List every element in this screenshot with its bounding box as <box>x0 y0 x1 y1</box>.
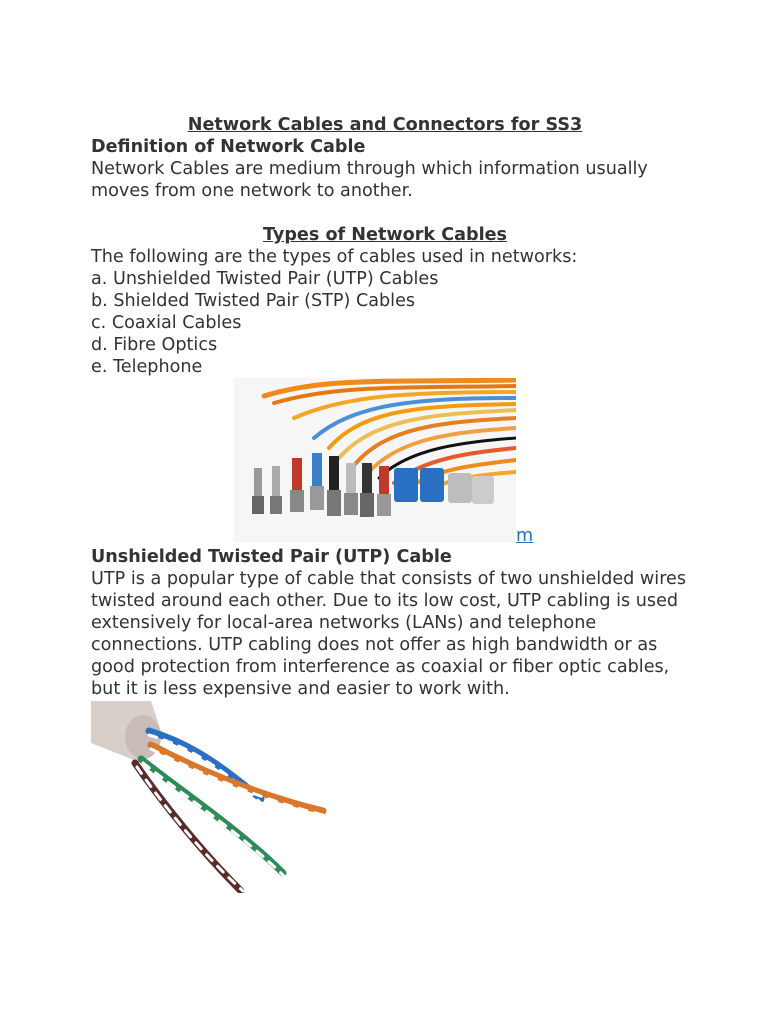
utp-cable-image <box>91 701 331 893</box>
list-item: b. Shielded Twisted Pair (STP) Cables <box>91 291 416 311</box>
types-intro: The following are the types of cables used in networks: <box>91 247 578 267</box>
fiber-optic-cables-image <box>234 378 516 542</box>
spacer <box>91 202 691 224</box>
types-heading: Types of Network Cables <box>262 225 508 245</box>
list-item: d. Fibre Optics <box>91 335 218 355</box>
definition-text: Network Cables are medium through which information usually moves from one network to another. <box>91 159 648 201</box>
list-item: e. Telephone <box>91 357 203 377</box>
utp-text: UTP is a popular type of cable that consists of two unshielded wires twisted around each other. Due to its low cost, UTP cabling is used extensively for local-area networks (LANs) and telephone connections. UTP cabling does not offer as high bandwidth or as good protection from interference as coaxial or fiber optic cables, but it is less expensive and easier to work with. <box>91 569 687 699</box>
list-item: c. Coaxial Cables <box>91 313 242 333</box>
utp-heading: Unshielded Twisted Pair (UTP) Cable <box>91 547 452 567</box>
figure-link[interactable]: m <box>516 526 534 546</box>
definition-heading: Definition of Network Cable <box>91 137 366 157</box>
figure-fiber-cables-row <box>91 378 691 546</box>
document-content <box>91 114 691 893</box>
list-item: a. Unshielded Twisted Pair (UTP) Cables <box>91 269 439 289</box>
document-title: Network Cables and Connectors for SS3 <box>187 115 583 135</box>
